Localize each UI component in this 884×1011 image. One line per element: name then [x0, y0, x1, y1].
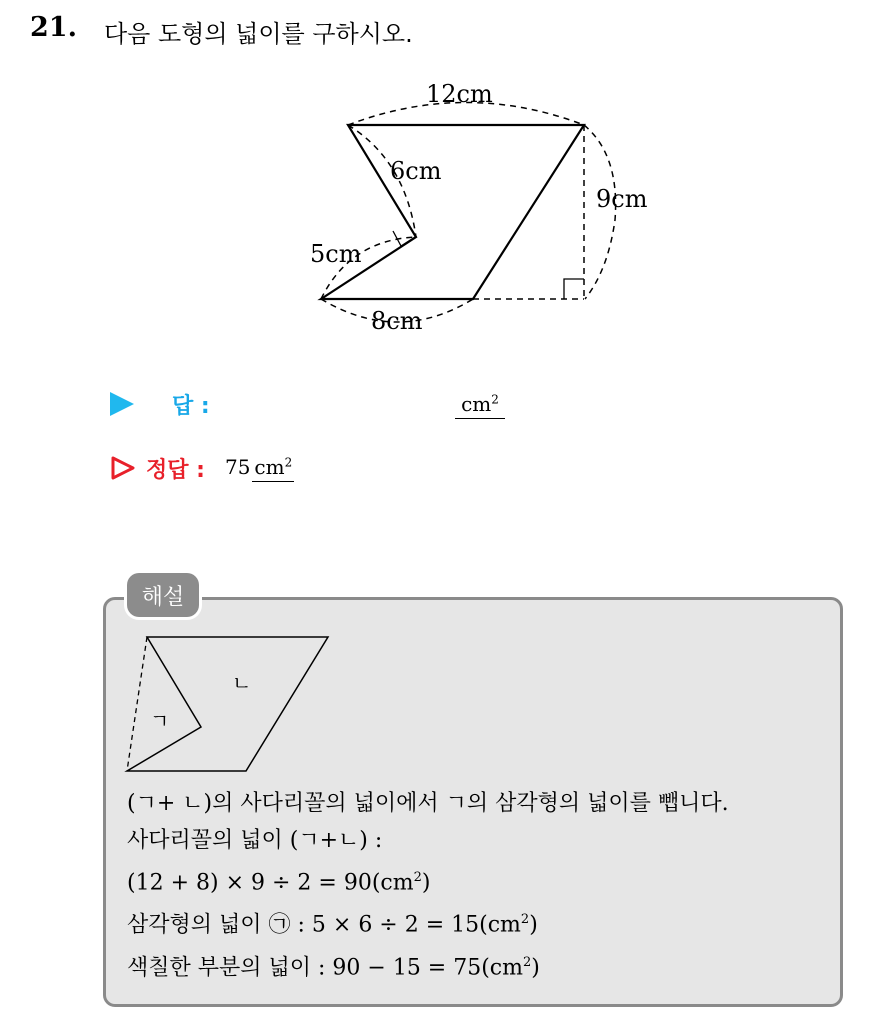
answer-label: 답 :	[172, 393, 210, 419]
answer-input-field[interactable]	[455, 392, 505, 419]
question-number: 21.	[30, 12, 77, 43]
explanation-line-2: 사다리꼴의 넓이 (ㄱ+ㄴ) :	[127, 828, 383, 853]
solution-unit-wrap	[252, 455, 294, 482]
shape-outline	[321, 125, 584, 299]
explanation-label-b: ㄴ	[232, 671, 252, 695]
answer-unit: cm	[461, 392, 492, 416]
solution-label: 정답 :	[146, 457, 205, 483]
label-height: 9cm	[596, 185, 648, 213]
explanation-text	[127, 785, 827, 986]
solution-value-group	[225, 455, 294, 482]
explanation-dashed-line	[127, 637, 147, 771]
problem-figure	[290, 70, 670, 350]
answer-unit-exponent: 2	[491, 392, 499, 407]
solution-value: 75	[224, 454, 251, 479]
label-top: 12cm	[426, 80, 493, 108]
explanation-line-1: (ㄱ+ ㄴ)의 사다리꼴의 넓이에서 ㄱ의 삼각형의 넓이를 뺍니다.	[127, 791, 729, 816]
explanation-label-a: ㄱ	[150, 709, 170, 733]
explanation-line-4: 삼각형의 넓이 ㉠ : $5 \times 6 \div 2 = 15(cm^2)$	[127, 912, 538, 938]
solution-row	[110, 450, 410, 486]
label-slant: 6cm	[390, 157, 442, 185]
explanation-tab: 해설	[127, 573, 199, 617]
label-bottom: 8cm	[371, 307, 423, 335]
answer-row	[110, 386, 530, 422]
solution-arrow-icon	[110, 455, 136, 481]
explanation-figure	[120, 630, 340, 780]
label-short: 5cm	[310, 240, 362, 268]
question-text: 다음 도형의 넓이를 구하시오.	[104, 20, 413, 48]
explanation-line-5: 색칠한 부분의 넓이 : $90 - 15 = 75(cm^2)$	[127, 954, 540, 980]
explanation-line-3: $(12 + 8) \times 9 \div 2 = 90(cm^2)$	[127, 870, 431, 896]
solution-unit-exponent: 2	[284, 454, 293, 469]
solution-unit: cm	[254, 454, 285, 479]
explanation-shape-outline	[127, 637, 328, 771]
right-angle-mark	[564, 279, 584, 299]
answer-arrow-icon	[110, 392, 134, 416]
